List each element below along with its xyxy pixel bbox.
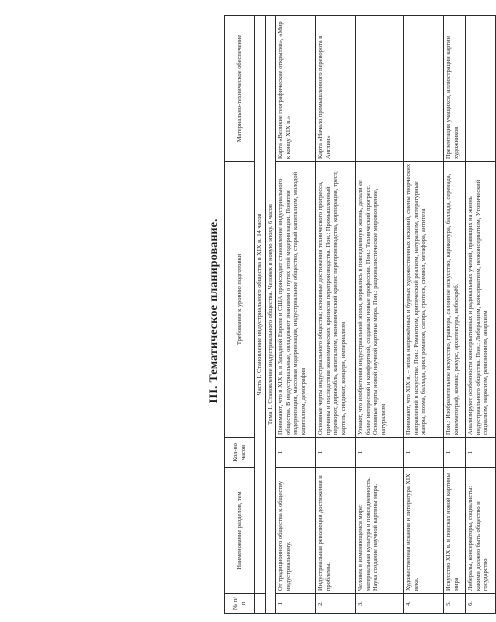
header-requirements: Требования к уровню подготовки: [225, 162, 255, 438]
page-heading: III. Тематическое планирование.: [206, 218, 220, 404]
cell-requirements: Пон.: Изобразительное искусство, гравюра, салонное искусство, карикатура, баллада, серенада, кинематограф, комикс, рекурс, архитектура, небоскрёб.: [444, 162, 466, 438]
cell-section: Индустриальная революция достижения и проблемы.: [316, 468, 356, 594]
header-hours: Кол-во часов: [225, 438, 255, 468]
cell-num: 6.: [466, 594, 496, 614]
cell-support: [404, 16, 444, 162]
cell-num: 2.: [316, 594, 356, 614]
cell-num: 1: [276, 594, 316, 614]
cell-hours: 1: [356, 438, 404, 468]
table-row: [356, 16, 404, 614]
cell-section: Человек в изменяющемся мире: материальная культура и повседневность. Наука создание научной картины мира.: [356, 468, 404, 594]
cell-support: Карта «Великие географические открытия», «Мир к концу XIX в.»: [276, 16, 316, 162]
cell-num: 3.: [356, 594, 404, 614]
table-row: [316, 16, 356, 614]
cell-support: Карта «Начало промышленного переворота в Англии»: [316, 16, 356, 162]
cell-requirements: Понимают, что XIX в. – эпоха напряжённых и бурных художественных исканий, смены творческих направлений в искусстве. Пон.: Романтизм, критический реализм, натурализм, литературные жанры, поэма, баллада, цикл романов, сатира, гротеск, символ, метафора, антитеза: [404, 162, 444, 438]
header-section: Наименование разделов, тем: [225, 468, 255, 594]
cell-support: Презентация учащихся, иллюстрации картин художников: [444, 16, 466, 162]
table-row: [265, 16, 276, 614]
table-row: [276, 16, 316, 614]
cell-num: 5.: [444, 594, 466, 614]
cell-section: От традиционного общества к обществу индустриальному.: [276, 468, 316, 594]
cell-num: [255, 594, 266, 614]
cell-hours: 1: [276, 438, 316, 468]
table-header-row: [225, 16, 255, 614]
cell-requirements: Узнают, что изобретения индустриальной эпохи, ворвались в повседневную жизнь, делали ее более интересной и комфортной, создавали новые профессии. Пон.: Технический прогресс. Основные черты новой научной картины мира. Пон.: рационалистическое мировоззрение, натурализм: [356, 162, 404, 438]
cell-support: [356, 16, 404, 162]
thematic-plan-table: [224, 15, 496, 614]
cell-section: Художественная искания и литература XIX века.: [404, 468, 444, 594]
part-title: Часть I. Становление индустриального общества в XIX в. 14 часов: [255, 16, 266, 594]
cell-requirements: Основные черты индустриального общества; основные достижения технического прогресса, причины и последствия экономических кризисов перепроизводства. Пон.: Промышленный переворот, дирижабль, капитализм, экономический кризис перепроизводства, корпорация, трест, картель, синдикат, концерн, империализм: [316, 162, 356, 438]
topic-title: Тема 1. Становление индустриального общества. Человек в новую эпоху. 6 часов: [265, 16, 276, 614]
header-num: № п/п: [225, 594, 255, 614]
cell-num: 4.: [404, 594, 444, 614]
cell-section: Искусство XIX в. в поисках новой картины мира: [444, 468, 466, 594]
cell-hours: 1: [316, 438, 356, 468]
header-support: Материально-техническое обеспечение: [225, 16, 255, 162]
cell-hours: 1: [404, 438, 444, 468]
table-row: [466, 16, 496, 614]
cell-support: [466, 16, 496, 162]
cell-hours: 1: [444, 438, 466, 468]
cell-section: Либералы, консерваторы, социалисты: какими должно быть общество и государство: [466, 468, 496, 594]
cell-requirements: Понимают, что в XIX в. в Западной Европе и США происходит становление индустриального общества. В индустриальные, овладевают знаниями о путях этой модернизации. Понятия модернизация, массовая модернизация, индустриальное общество, старый капитализм, молодой капитализм, демография: [276, 162, 316, 438]
table-row: [255, 16, 266, 614]
table-row: [404, 16, 444, 614]
table-row: [444, 16, 466, 614]
cell-hours: 1: [466, 438, 496, 468]
cell-requirements: Анализируют особенности консервативных и радикальных учений, правящих на жизнь индустриального общества. Пон.: Либерализм, консерватизм, неоконсерватизм, Утопический социализм, марксизм, ревизионизм, анархизм: [466, 162, 496, 438]
